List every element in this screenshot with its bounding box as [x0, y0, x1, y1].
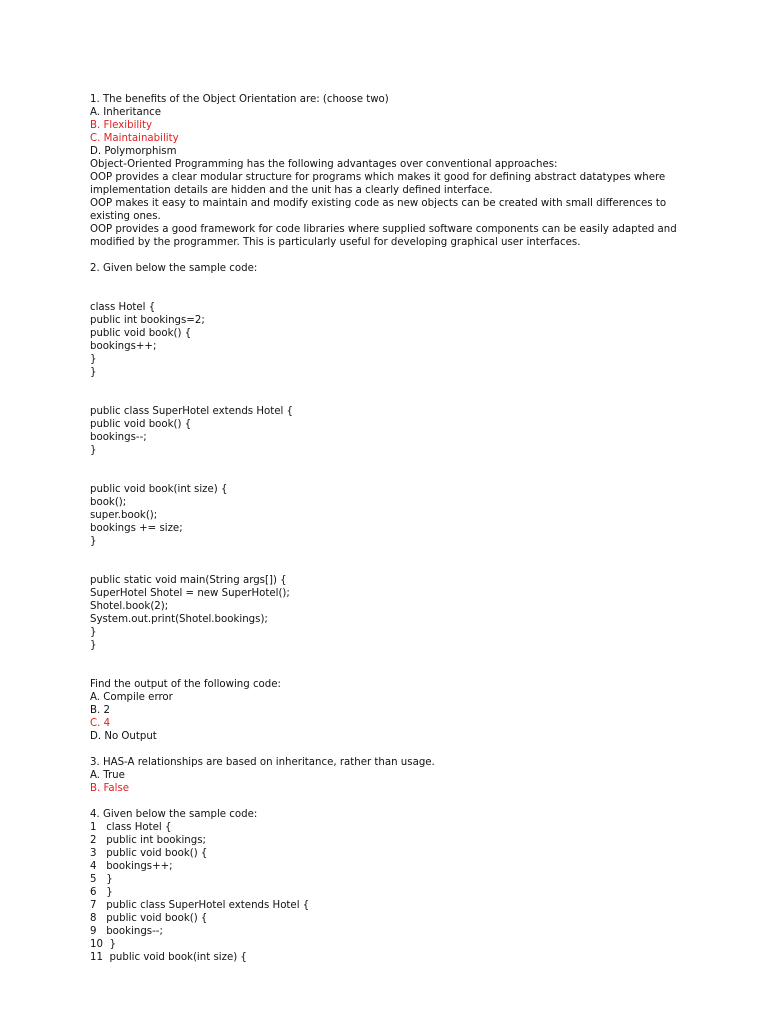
- text-line: OOP makes it easy to maintain and modify existing code as new objects can be created with small differences to: [90, 198, 667, 209]
- text-line: implementation details are hidden and the unit has a clearly defined interface.: [90, 185, 493, 196]
- text-line: 2. Given below the sample code:: [90, 263, 258, 274]
- text-line: public void book() {: [90, 328, 192, 339]
- blank-line: [90, 288, 680, 301]
- text-line: Shotel.book(2);: [90, 601, 169, 612]
- answer-line: C. 4: [90, 718, 111, 729]
- text-line: 11 public void book(int size) {: [90, 952, 247, 963]
- text-line: }: [90, 367, 97, 378]
- text-line: class Hotel {: [90, 302, 156, 313]
- blank-line: [90, 665, 680, 678]
- text-line: public void book(int size) {: [90, 484, 228, 495]
- text-line: 7 public class SuperHotel extends Hotel {: [90, 900, 310, 911]
- answer-line: B. False: [90, 783, 130, 794]
- text-line: Find the output of the following code:: [90, 679, 281, 690]
- text-line: B. 2: [90, 705, 110, 716]
- blank-line: [90, 249, 680, 262]
- text-line: 2 public int bookings;: [90, 835, 206, 846]
- blank-line: [90, 795, 680, 808]
- text-line: bookings++;: [90, 341, 157, 352]
- text-line: }: [90, 445, 97, 456]
- blank-line: [90, 561, 680, 574]
- blank-line: [90, 743, 680, 756]
- blank-line: [90, 652, 680, 665]
- text-line: 4. Given below the sample code:: [90, 809, 258, 820]
- text-line: 1 class Hotel {: [90, 822, 172, 833]
- blank-line: [90, 548, 680, 561]
- text-line: }: [90, 354, 97, 365]
- text-line: 3 public void book() {: [90, 848, 208, 859]
- blank-line: [90, 379, 680, 392]
- answer-line: C. Maintainability: [90, 133, 179, 144]
- text-line: super.book();: [90, 510, 158, 521]
- text-line: D. No Output: [90, 731, 157, 742]
- text-line: Object-Oriented Programming has the following advantages over conventional approaches:: [90, 159, 558, 170]
- text-line: }: [90, 640, 97, 651]
- answer-line: B. Flexibility: [90, 120, 153, 131]
- text-line: }: [90, 627, 97, 638]
- blank-line: [90, 275, 680, 288]
- text-line: existing ones.: [90, 211, 161, 222]
- blank-line: [90, 392, 680, 405]
- text-line: bookings += size;: [90, 523, 183, 534]
- text-line: public int bookings=2;: [90, 315, 205, 326]
- text-line: 5 }: [90, 874, 113, 885]
- text-line: bookings--;: [90, 432, 147, 443]
- text-line: book();: [90, 497, 127, 508]
- text-line: A. Inheritance: [90, 107, 162, 118]
- text-line: A. True: [90, 770, 125, 781]
- text-line: 4 bookings++;: [90, 861, 173, 872]
- blank-line: [90, 457, 680, 470]
- text-line: OOP provides a good framework for code libraries where supplied software components can be easily adapted and: [90, 224, 677, 235]
- text-line: public class SuperHotel extends Hotel {: [90, 406, 294, 417]
- text-line: 8 public void book() {: [90, 913, 208, 924]
- text-line: 10 }: [90, 939, 116, 950]
- text-line: A. Compile error: [90, 692, 173, 703]
- text-line: public static void main(String args[]) {: [90, 575, 287, 586]
- text-line: 6 }: [90, 887, 113, 898]
- document-page: [90, 93, 680, 964]
- text-line: }: [90, 536, 97, 547]
- text-line: 3. HAS-A relationships are based on inheritance, rather than usage.: [90, 757, 435, 768]
- text-line: SuperHotel Shotel = new SuperHotel();: [90, 588, 290, 599]
- text-line: modified by the programmer. This is particularly useful for developing graphical user interfaces.: [90, 237, 581, 248]
- text-line: 9 bookings--;: [90, 926, 163, 937]
- blank-line: [90, 470, 680, 483]
- text-line: public void book() {: [90, 419, 192, 430]
- text-line: D. Polymorphism: [90, 146, 177, 157]
- text-line: OOP provides a clear modular structure for programs which makes it good for defining abstract datatypes where: [90, 172, 666, 183]
- text-line: 1. The benefits of the Object Orientation are: (choose two): [90, 94, 389, 105]
- text-line: System.out.print(Shotel.bookings);: [90, 614, 268, 625]
